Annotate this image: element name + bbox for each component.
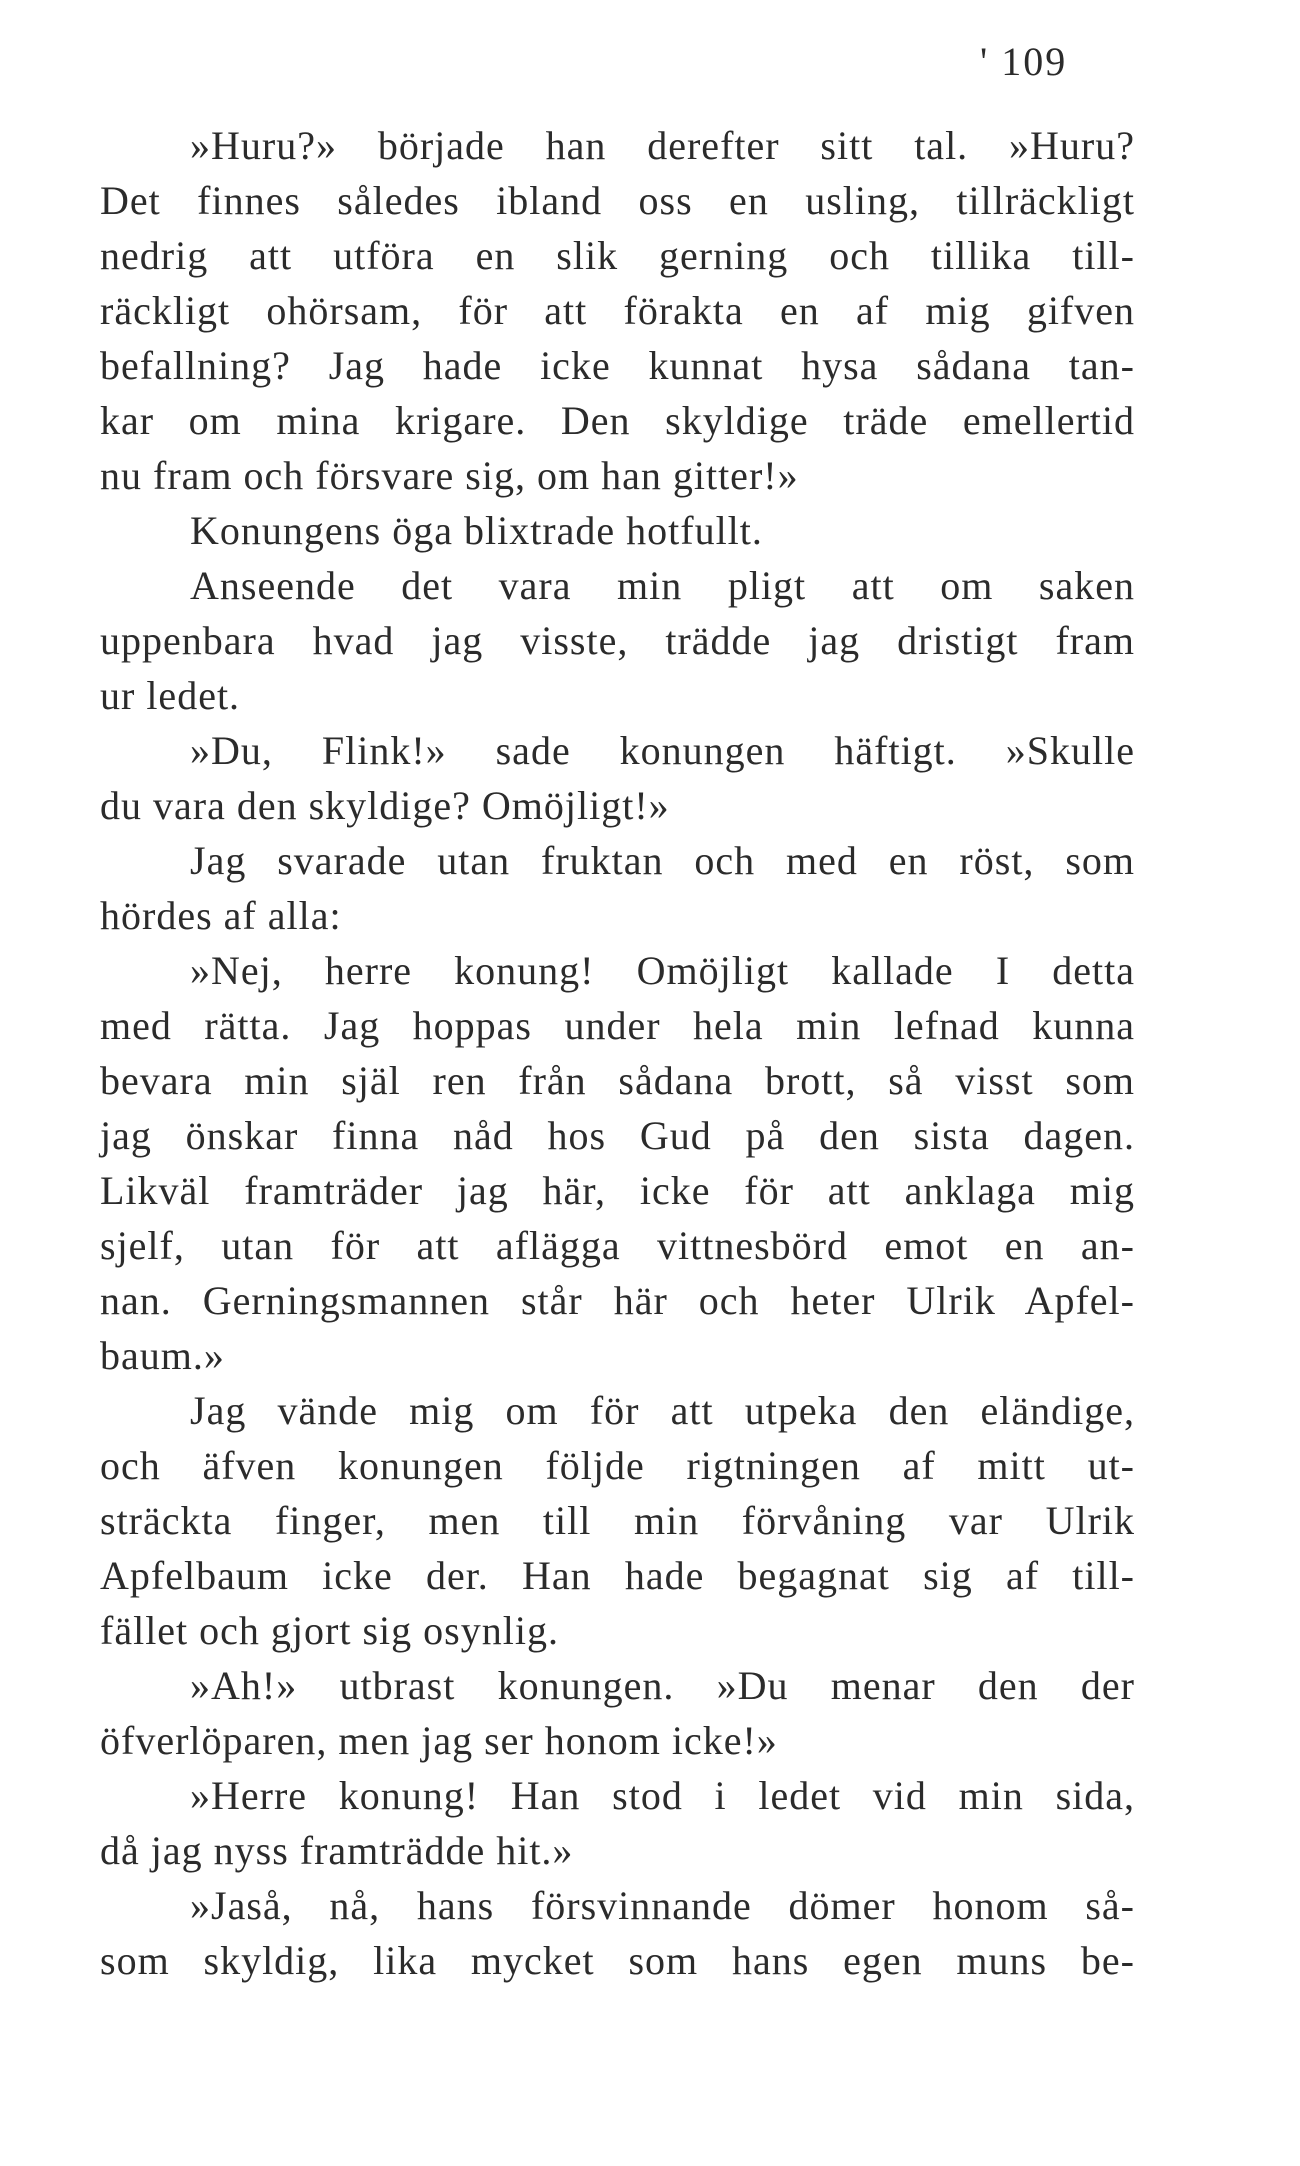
text-line: befallning? Jag hade icke kunnat hysa sådana tan- (100, 343, 1135, 388)
text-line: räckligt ohörsam, för att förakta en af mig gifven (100, 288, 1135, 333)
text-line: jag önskar finna nåd hos Gud på den sista dagen. (100, 1113, 1135, 1158)
text-line: »Ah!» utbrast konungen. »Du menar den der (190, 1663, 1135, 1708)
text-line: uppenbara hvad jag visste, trädde jag dristigt fram (100, 618, 1135, 663)
text-line: »Herre konung! Han stod i ledet vid min sida, (190, 1773, 1135, 1818)
text-line: »Du, Flink!» sade konungen häftigt. »Skulle (190, 728, 1135, 773)
text-line: och äfven konungen följde rigtningen af mitt ut- (100, 1443, 1135, 1488)
text-line: med rätta. Jag hoppas under hela min lefnad kunna (100, 1003, 1135, 1048)
text-line: »Huru?» började han derefter sitt tal. »Huru? (190, 123, 1135, 168)
text-line: då jag nyss framträdde hit.» (100, 1828, 574, 1873)
text-line: sträckta finger, men till min förvåning var Ulrik (100, 1498, 1135, 1543)
text-line: öfverlöparen, men jag ser honom icke!» (100, 1718, 778, 1763)
text-line: som skyldig, lika mycket som hans egen muns be- (100, 1938, 1135, 1983)
text-line: Jag vände mig om för att utpeka den eländige, (190, 1388, 1135, 1433)
text-line: »Jaså, nå, hans försvinnande dömer honom så- (190, 1883, 1135, 1928)
text-line: Det finnes således ibland oss en usling, tillräckligt (100, 178, 1135, 223)
text-line: Konungens öga blixtrade hotfullt. (190, 508, 763, 553)
text-line: ur ledet. (100, 673, 241, 718)
text-line: »Nej, herre konung! Omöjligt kallade I detta (190, 948, 1135, 993)
text-line: bevara min själ ren från sådana brott, så visst som (100, 1058, 1135, 1103)
text-line: Likväl framträder jag här, icke för att anklaga mig (100, 1168, 1135, 1213)
text-line: du vara den skyldige? Omöjligt!» (100, 783, 670, 828)
text-line: nedrig att utföra en slik gerning och tillika till- (100, 233, 1135, 278)
page-number: ' 109 (980, 39, 1068, 84)
text-line: sjelf, utan för att aflägga vittnesbörd emot en an- (100, 1223, 1135, 1268)
text-line: Apfelbaum icke der. Han hade begagnat sig af till- (100, 1553, 1135, 1598)
text-line: nu fram och försvare sig, om han gitter!» (100, 453, 799, 498)
body-text (100, 118, 1135, 1988)
text-line: fället och gjort sig osynlig. (100, 1608, 559, 1653)
text-line: nan. Gerningsmannen står här och heter Ulrik Apfel- (100, 1278, 1135, 1323)
text-line: baum.» (100, 1333, 225, 1378)
text-line: kar om mina krigare. Den skyldige träde emellertid (100, 398, 1135, 443)
text-line: Anseende det vara min pligt att om saken (190, 563, 1135, 608)
text-line: hördes af alla: (100, 893, 342, 938)
text-line: Jag svarade utan fruktan och med en röst, som (190, 838, 1135, 883)
